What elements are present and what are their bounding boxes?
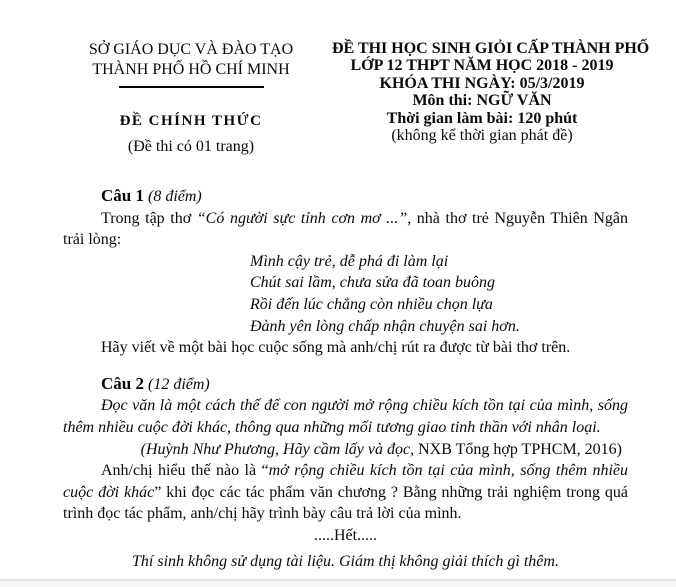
poem-line: Chút sai lầm, chưa sửa đã toan buông	[250, 274, 496, 292]
question2-quote: Đọc văn là một cách thế để con người mở rộng chiều kích tồn tại của mình, sống thêm nhiều cuộc đời khác, thông qua những mối tương giao tinh thần với nhân loại.	[63, 397, 628, 436]
question1-points: (8 điểm)	[147, 188, 202, 205]
question2-task: Anh/chị hiểu thế nào là “mở rộng chiều kích tồn tại của mình, sống thêm nhiều cuộc đời khác” khi đọc các tác phẩm văn chương ? Bằng những trải nghiệm trong quá trình đọc tác phẩm, anh/chị hãy trình bày câu trả lời của mình.	[63, 462, 629, 523]
header-issuing-authority	[58, 40, 324, 156]
poem-line: Đành yên lòng chấp nhận chuyện sai hơn.	[250, 317, 520, 335]
question2-heading	[63, 373, 628, 396]
no-materials-note: Thí sinh không sử dụng tài liệu. Giám thị không giải thích gì thêm.	[132, 552, 559, 570]
citation-author-title: (Huỳnh Như Phương, Hãy cầm lấy và đọc,	[140, 440, 415, 458]
poem-excerpt	[250, 251, 628, 337]
poem-line: Mình cậy trẻ, dễ phá đi làm lại	[250, 252, 449, 270]
exam-title: ĐỀ THI HỌC SINH GIỎI CẤP THÀNH PHỐ	[332, 40, 650, 57]
exam-duration: Thời gian làm bài: 120 phút	[386, 109, 578, 127]
header-exam-info	[332, 40, 650, 156]
poem-line: Rồi đến lúc chẳng còn nhiều chọn lựa	[250, 295, 493, 313]
document-header	[0, 0, 676, 156]
city-name: THÀNH PHỐ HỒ CHÍ MINH	[92, 61, 290, 78]
question1-task: Hãy viết về một bài học cuộc sống mà anh/chị rút ra được từ bài thơ trên.	[101, 339, 571, 357]
official-exam-label: ĐỀ CHÍNH THỨC	[119, 113, 263, 129]
question1-label: Câu 1	[101, 186, 144, 205]
exam-date: KHÓA THI NGÀY: 05/3/2019	[379, 74, 585, 92]
question2-label: Câu 2	[101, 373, 144, 393]
exam-duration-note: (không kể thời gian phát đề)	[391, 127, 573, 145]
end-of-exam-mark: .....Hết.....	[313, 526, 378, 544]
department-name: SỞ GIÁO DỤC VÀ ĐÀO TẠO	[88, 41, 294, 58]
question1-intro: Trong tập thơ “Có người sực tỉnh cơn mơ ...”, nhà thơ trẻ Nguyễn Thiên Ngân trải lòng:	[63, 209, 628, 249]
exam-body	[0, 185, 676, 572]
poetry-collection-title: “Có người sực tỉnh cơn mơ ...”	[196, 209, 408, 227]
quoted-phrase: mở rộng chiều kích tồn tại của mình, sống thêm nhiều cuộc đời khác	[63, 462, 629, 501]
exam-subject: Môn thi: NGỮ VĂN	[412, 92, 552, 110]
citation-publisher: NXB Tổng hợp TPHCM, 2016)	[414, 440, 622, 458]
page-bottom-edge	[0, 579, 676, 587]
page-count-note: (Đề thi có 01 trang)	[127, 138, 255, 155]
question2-points: (12 điểm)	[147, 375, 210, 393]
quote-citation	[63, 439, 628, 461]
exam-grade-year: LỚP 12 THPT NĂM HỌC 2018 - 2019	[350, 57, 614, 75]
header-divider-line	[119, 86, 264, 88]
question1-heading	[63, 185, 628, 208]
